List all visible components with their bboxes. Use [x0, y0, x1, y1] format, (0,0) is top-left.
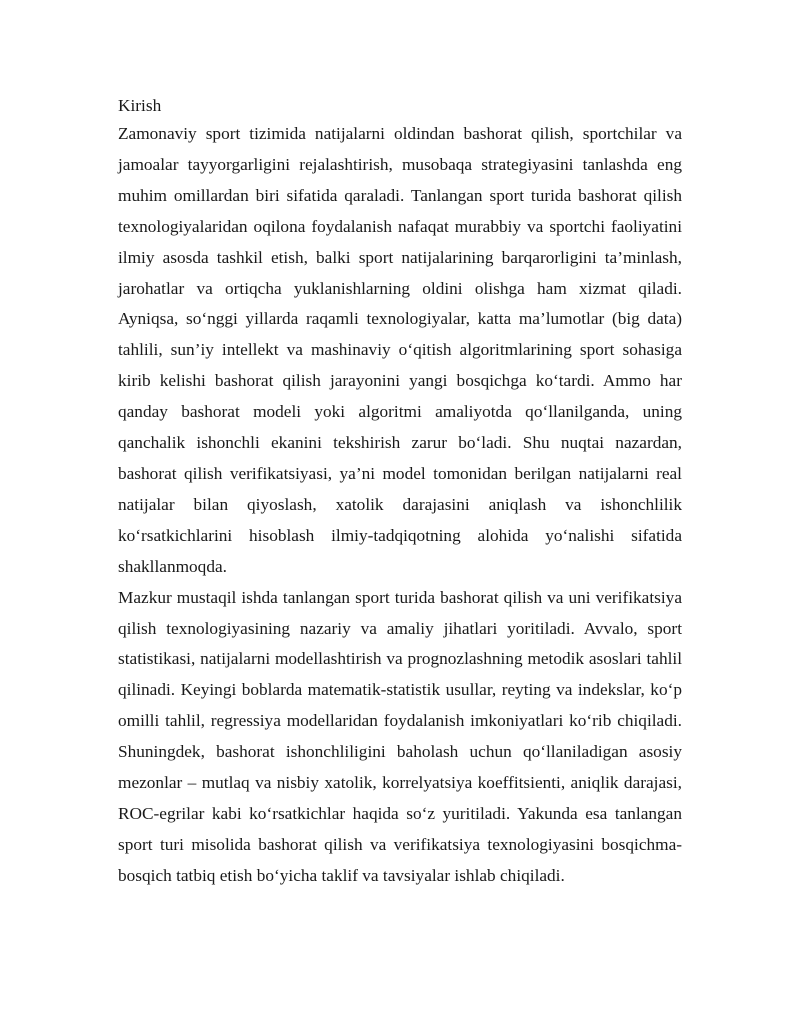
paragraph-introduction: Zamonaviy sport tizimida natijalarni oldindan bashorat qilish, sportchilar va jamoalar tayyorgarligini rejalashtirish, musobaqa strategiyasini tanlashda eng muhim omillardan biri sifatida qaraladi. Tanlangan sport turida bashorat qilish texnologiyalaridan oqilona foydalanish nafaqat murabbiy va sportchi faoliyatini ilmiy asosda tashkil etish, balki sport natijalarining barqarorligini ta’minlash, jarohatlar va ortiqcha yuklanishlarning oldini olishga ham xizmat qiladi. Ayniqsa, so‘nggi yillarda raqamli texnologiyalar, katta ma’lumotlar (big data) tahlili, sun’iy intellekt va mashinaviy o‘qitish algoritmlarining sport sohasiga kirib kelishi bashorat qilish jarayonini yangi bosqichga ko‘tardi. Ammo har qanday bashorat modeli yoki algoritmi amaliyotda qo‘llanilganda, uning qanchalik ishonchli ekanini tekshirish zarur bo‘ladi. Shu nuqtai nazardan, bashorat qilish verifikatsiyasi, ya’ni model tomonidan berilgan natijalarni real natijalar bilan qiyoslash, xatolik darajasini aniqlash va ishonchlilik ko‘rsatkichlarini hisoblash ilmiy-tadqiqotning alohida yo‘nalishi sifatida shakllanmoqda.: [118, 124, 682, 576]
document-page: [118, 92, 682, 892]
paragraph-scope: Mazkur mustaqil ishda tanlangan sport turida bashorat qilish va uni verifikatsiya qilish texnologiyasining nazariy va amaliy jihatlari yoritiladi. Avvalo, sport statistikasi, natijalarni modellashtirish va prognozlashning metodik asoslari tahlil qilinadi. Keyingi boblarda matematik-statistik usullar, reyting va indekslar, ko‘p omilli tahlil, regressiya modellaridan foydalanish imkoniyatlari ko‘rib chiqiladi. Shuningdek, bashorat ishonchliligini baholash uchun qo‘llaniladigan asosiy mezonlar – mutlaq va nisbiy xatolik, korrelyatsiya koeffitsienti, aniqlik darajasi, ROC-egrilar kabi ko‘rsatkichlar haqida so‘z yuritiladi. Yakunda esa tanlangan sport turi misolida bashorat qilish va verifikatsiya texnologiyasini bosqichma-bosqich tatbiq etish bo‘yicha taklif va tavsiyalar ishlab chiqiladi.: [118, 587, 682, 885]
section-heading: Kirish: [118, 96, 162, 115]
